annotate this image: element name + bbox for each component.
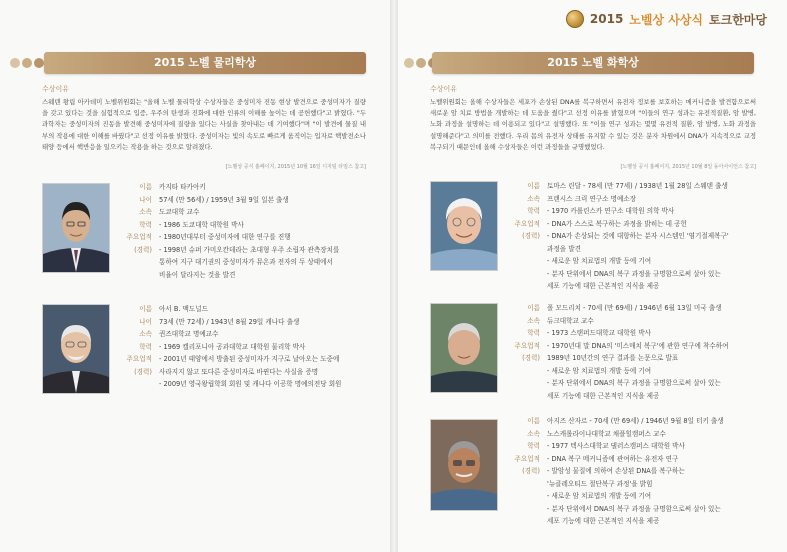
info-line: - 2009년 영국왕립학회 회원 및 캐나다 이공학 명예의전당 회원 [159, 380, 342, 388]
laureate-kajita-info [112, 181, 368, 281]
info-row: 소속 프랜시스 크릭 연구소 명예소장 [527, 194, 637, 203]
info-line: - 분자 단위에서 DNA의 복구 과정을 규명함으로써 살아 있는 [547, 504, 721, 513]
info-row: (경력) - 발암성 물질에 의하여 손상된 DNA를 복구하는 [522, 467, 685, 475]
info-row: 나이 57세 (만 56세) / 1959년 3월 9일 일본 출생 [139, 195, 289, 204]
portrait-lindahl [430, 181, 498, 271]
info-row: 주요업적 - DNA 복구 메커니즘에 관여하는 유전자 연구 [514, 454, 679, 463]
info-row: 학력 - 1973 스탠퍼드대학교 대학원 박사 [527, 329, 651, 337]
info-line: - 분자 단위에서 DNA의 복구 과정을 규명함으로써 살아 있는 [547, 269, 721, 278]
info-row: 학력 - 1969 캘리포니아 공과대학교 대학원 물리학 박사 [139, 342, 306, 351]
info-line: 비율이 달라지는 것을 발견 [159, 270, 236, 279]
info-row: 주요업적 - 1970년대 말 DNA의 '미스매치 복구'에 관한 연구에 착수하여 [514, 341, 729, 350]
info-row: (경력) - 1998년 슈퍼 가미오칸데라는 초대형 우주 소립자 관측장치를 [134, 245, 340, 254]
physics-banner: 2015 노벨 물리학상 [44, 52, 366, 74]
info-row: 소속 노스캐롤라이나대학교 채플힐캠퍼스 교수 [527, 429, 666, 438]
portrait-sancar [430, 419, 498, 511]
info-line: 과정을 발견 [547, 244, 581, 253]
info-row: 이름 폴 모드리치 - 70세 (만 69세) / 1946년 6월 13일 미국 출생 [527, 304, 722, 312]
info-line: 세포 기능에 대한 근본적인 지식을 제공 [547, 282, 660, 290]
info-line: - 분자 단위에서 DNA의 복구 과정을 규명함으로써 살아 있는 [547, 379, 721, 387]
header-title [566, 10, 767, 28]
nobel-medal-icon [566, 10, 584, 28]
info-row: 이름 카지타 타카아키 [139, 183, 206, 191]
laureate-mcdonald-info [112, 303, 368, 391]
info-row: 이름 아지즈 산자르 - 70세 (만 69세) / 1946년 9월 8일 터키 출생 [527, 417, 724, 425]
chemistry-banner: 2015 노벨 화학상 [432, 52, 754, 74]
info-row: 소속 퀸즈대학교 명예교수 [139, 330, 219, 338]
info-line: - 새로운 암 치료법의 개발 등에 기여 [547, 492, 652, 500]
page-spine [390, 0, 398, 552]
info-line: 세포 기능에 대한 근본적인 지식을 제공 [547, 391, 660, 400]
portrait-modrich [430, 303, 498, 393]
info-row: 학력 - 1977 텍사스대학교 댈러스캠퍼스 대학원 박사 [527, 442, 685, 450]
info-row: 학력 - 1970 카롤린스카 연구소 대학원 의학 박사 [527, 207, 675, 215]
left-banner-decoration [0, 52, 44, 74]
info-row: 주요업적 - 2001년 태양에서 방출된 중성미자가 지구로 날아오는 도중에 [126, 355, 340, 363]
chemistry-source: [노벨상 공식 홈페이지, 2015년 10월 8일 동아사이언스 참고] [620, 164, 756, 170]
info-line: '뉴클레오티드 절단복구 과정'을 밝힘 [547, 479, 653, 488]
chemistry-reason-label: 수상이유 [430, 85, 458, 93]
header-suffix: 토크한마당 [709, 12, 767, 27]
info-line: - 새로운 암 치료법의 개발 등에 기여 [547, 366, 652, 375]
info-row: (경력) 1989년 10년간의 연구 결과를 논문으로 발표 [522, 354, 679, 362]
info-line: 세포 기능에 대한 근본적인 지식을 제공 [547, 517, 660, 525]
info-row: (경력) - DNA가 손상되는 것에 대항하는 분자 시스템인 '염기절제복구' [522, 232, 729, 240]
chemistry-reason-text: 노벨위원회는 올해 수상자들은 세포가 손상된 DNA를 복구하면서 유전자 정보를 보호하는 메커니즘을 발견함으로써 새로운 암 치료 방법을 개발하는 데 도움을 줬다"고 선정 이유를 밝혔으며 "이들의 연구 성과는 유전적질환, 암 발병, 노화 과정을 설명하는 데 이용되고 있다"고 설명했다. 또 "이들 연구 성과는 몇몇 유전적 질환, 암 발병, 노화 과정을 설명해준다"고 의미를 전했다. 우리 몸의 유전자 상태를 유지할 수 있는 것은 분자 차원에서 DNA가 지속적으로 교정 복구되기 때문인데 올해 수상자들은 이런 과정들을 규명했었다. [430, 98, 756, 151]
header-highlight: 노벨상 사상식 [629, 12, 704, 27]
info-row: 나이 73세 (만 72세) / 1943년 8월 29일 캐나다 출생 [139, 317, 300, 326]
info-row: 소속 듀크대학교 교수 [527, 316, 594, 325]
physics-source: [노벨상 공식 홈페이지, 2015년 10월 16일 디지털 타임스 참고] [225, 164, 366, 170]
portrait-mcdonald [42, 304, 110, 394]
info-line: - 새로운 암 치료법의 개발 등에 기여 [547, 257, 652, 265]
physics-reason-text: 스웨덴 왕립 아카데미 노벨위원회는 "올해 노벨 물리학상 수상자들은 중성미자 진동 현상 발견으로 중성미자가 질량을 갖고 있다는 것을 실험적으로 입증, 우주의 탄생과 진화에 대한 인류의 이해를 높이는 데 공헌했다"고 밝혔다. "두 과학자는 중성미자의 진동을 발견해 중성미자에 질량을 있다는 사실을 찾아내는 데 기여했다"며 "이 발견에 물질 내부의 작용에 대한 이해를 바꿨다"고 선정 이유를 밝혔다. 중성미자는 빛의 속도로 빠르게 움직이는 입자로 핵발전소나 태양 등에서 핵반응을 일으키는 작용을 하는 것으로 알려졌다. [42, 98, 366, 151]
laureate-modrich-info [500, 302, 770, 402]
info-row: (경력) 사라지지 않고 또다른 중성미자로 바뀐다는 사실을 증명 [134, 367, 319, 376]
header-year: 2015 [589, 12, 624, 26]
physics-reason-label: 수상이유 [42, 85, 70, 93]
laureate-lindahl-info [500, 180, 770, 293]
info-row: 학력 - 1986 도쿄대학 대학원 박사 [139, 220, 244, 229]
info-row: 이름 토마스 린달 - 78세 (만 77세) / 1938년 1월 28일 스웨덴 출생 [527, 182, 728, 190]
info-line: 통하여 지구 대기권의 중성미자가 뮤온과 전자의 두 상태에서 [159, 258, 333, 266]
info-row: 소속 도쿄대학 교수 [139, 208, 200, 216]
info-row: 주요업적 - DNA가 스스로 복구하는 과정을 밝히는 데 공헌 [514, 219, 687, 228]
info-row: 이름 아서 B. 맥도널드 [139, 305, 209, 313]
info-row: 주요업적 - 1980년대부터 중성미자에 대한 연구를 진행 [126, 233, 291, 241]
laureate-sancar-info [500, 415, 770, 528]
portrait-kajita [42, 183, 110, 273]
